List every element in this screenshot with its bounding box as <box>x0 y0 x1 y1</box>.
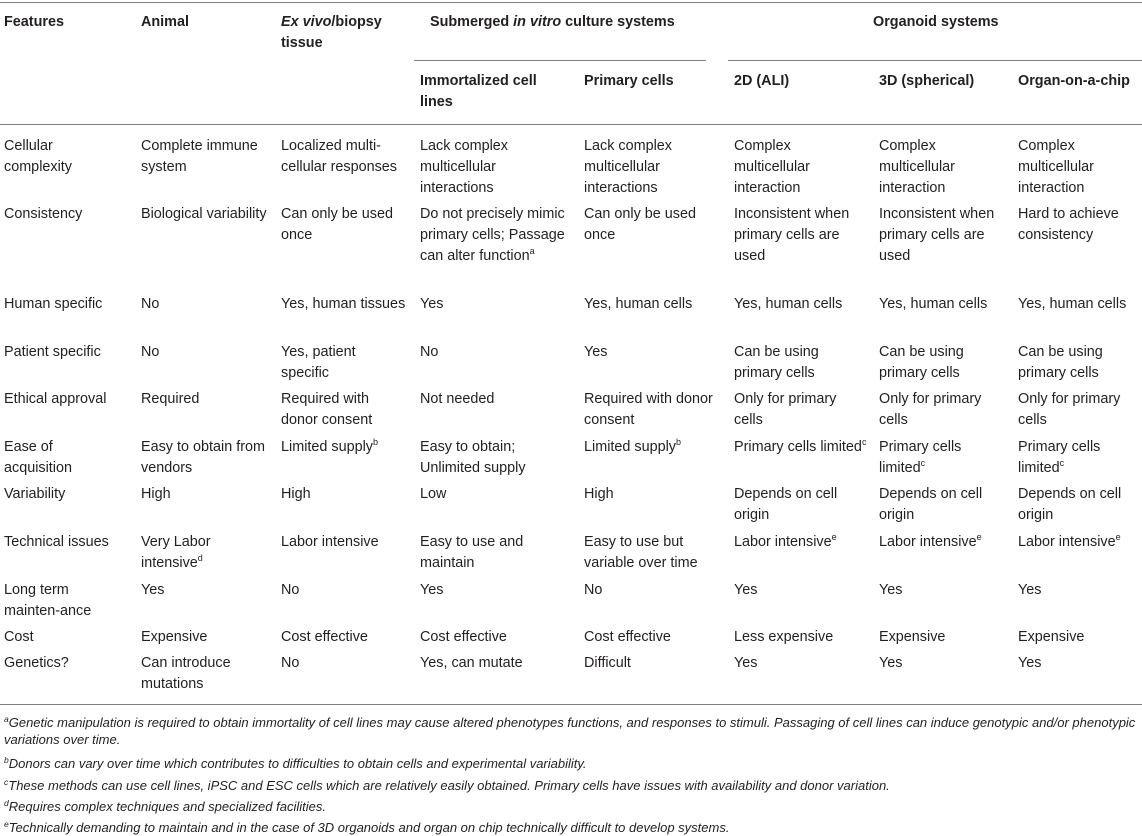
cell-text: Low <box>420 486 447 502</box>
footnote-marker: e <box>1115 532 1121 542</box>
cell-text: Do not precisely mimic primary cells; Passage can alter function <box>420 206 565 264</box>
cell-text: Cost <box>4 629 34 645</box>
cell-chip <box>1018 627 1140 648</box>
cell-text: Biological variability <box>141 206 267 222</box>
cell-text: Limited supply <box>281 439 373 455</box>
cell-text: Very Labor intensive <box>141 534 211 571</box>
cell-text: Required with donor consent <box>281 391 373 428</box>
footnote-e <box>4 819 1138 836</box>
cell-text: Yes, patient specific <box>281 344 356 381</box>
cell-text: Inconsistent when primary cells are used <box>879 206 995 264</box>
cell-primary <box>584 204 724 246</box>
cell-ali <box>734 653 869 674</box>
organoid-span-rule <box>728 60 1142 61</box>
cell-spherical <box>879 294 1009 315</box>
cell-ali <box>734 484 869 526</box>
cell-text: Can only be used once <box>584 206 697 243</box>
footnote-text: Genetic manipulation is required to obtain immortality of cell lines may cause altered phenotypes functions, and responses to stimuli. Passaging of cell lines can induce genotypic and/or phenotypic variations over time. <box>4 715 1136 747</box>
cell-exvivo <box>281 627 406 648</box>
cell-chip <box>1018 294 1140 315</box>
cell-text: Required <box>141 391 200 407</box>
cell-text: Can be using primary cells <box>1018 344 1103 381</box>
cell-text: Difficult <box>584 655 631 671</box>
footnote-marker: a <box>529 246 535 256</box>
footnote-marker: e <box>831 532 837 542</box>
cell-exvivo <box>281 653 406 674</box>
cell-chip <box>1018 437 1140 479</box>
cell-text: No <box>141 296 160 312</box>
cell-text: Human specific <box>4 296 103 312</box>
cell-text: Variability <box>4 486 66 502</box>
cell-exvivo <box>281 580 406 601</box>
cell-text: Only for primary cells <box>734 391 837 428</box>
cell-spherical <box>879 136 1009 199</box>
header-features: Features <box>4 14 64 30</box>
cell-text: Limited supply <box>584 439 676 455</box>
cell-text: Not needed <box>420 391 495 407</box>
cell-chip <box>1018 342 1140 384</box>
cell-animal <box>141 437 271 479</box>
cell-chip <box>1018 532 1140 553</box>
cell-text: High <box>584 486 614 502</box>
footnote-mark: d <box>4 798 9 808</box>
cell-primary <box>584 653 724 674</box>
cell-ali <box>734 204 869 267</box>
header-submerged-italic: in vitro <box>513 14 562 30</box>
footnote-mark: e <box>4 819 9 829</box>
footnote-b <box>4 755 1138 772</box>
cell-immortalized <box>420 484 570 505</box>
cell-animal <box>141 136 271 178</box>
table-bottom-rule <box>0 704 1142 705</box>
cell-spherical <box>879 484 1009 526</box>
cell-text: Ease of acquisition <box>4 439 72 476</box>
cell-primary <box>584 627 724 648</box>
footnote-text: Technically demanding to maintain and in the case of 3D organoids and organ on chip technically difficult to develop systems. <box>8 820 730 835</box>
cell-text: Consistency <box>4 206 83 222</box>
footnote-marker: e <box>976 532 982 542</box>
cell-chip <box>1018 204 1140 246</box>
cell-text: Less expensive <box>734 629 834 645</box>
cell-text: Ethical approval <box>4 391 107 407</box>
cell-text: Yes <box>879 582 903 598</box>
header-ali: 2D (ALI) <box>734 73 790 89</box>
cell-text: Only for primary cells <box>1018 391 1121 428</box>
cell-ali <box>734 389 869 431</box>
cell-text: Can introduce mutations <box>141 655 231 692</box>
cell-text: High <box>141 486 171 502</box>
cell-text: Only for primary cells <box>879 391 982 428</box>
cell-text: Can be using primary cells <box>879 344 964 381</box>
cell-text: No <box>141 344 160 360</box>
cell-ali <box>734 580 869 601</box>
cell-spherical <box>879 342 1009 384</box>
cell-text: Yes, human cells <box>1018 296 1127 312</box>
cell-text: High <box>281 486 311 502</box>
cell-text: Depends on cell origin <box>734 486 838 523</box>
cell-chip <box>1018 136 1140 199</box>
cell-text: Expensive <box>141 629 208 645</box>
header-animal: Animal <box>141 14 189 30</box>
cell-feature <box>4 204 124 225</box>
footnote-marker: c <box>1059 458 1065 468</box>
cell-exvivo <box>281 389 406 431</box>
cell-animal <box>141 342 271 363</box>
cell-text: Yes, human cells <box>879 296 988 312</box>
header-organoid: Organoid systems <box>873 14 999 30</box>
cell-text: Lack complex multicellular interactions <box>420 138 508 196</box>
cell-spherical <box>879 653 1009 674</box>
cell-text: Required with donor consent <box>584 391 713 428</box>
header-submerged-post: culture systems <box>561 14 675 30</box>
cell-exvivo <box>281 532 406 553</box>
cell-exvivo <box>281 136 406 178</box>
cell-feature <box>4 532 124 553</box>
cell-immortalized <box>420 342 570 363</box>
cell-spherical <box>879 627 1009 648</box>
cell-text: Depends on cell origin <box>879 486 983 523</box>
cell-text: Lack complex multicellular interactions <box>584 138 672 196</box>
cell-primary <box>584 437 724 458</box>
cell-ali <box>734 627 869 648</box>
cell-animal <box>141 204 271 225</box>
cell-text: Yes <box>584 344 608 360</box>
cell-immortalized <box>420 204 570 267</box>
cell-text: Patient specific <box>4 344 101 360</box>
cell-feature <box>4 389 124 410</box>
cell-ali <box>734 294 869 315</box>
header-immortalized: Immortalized cell lines <box>420 73 537 110</box>
header-exvivo <box>281 12 406 54</box>
cell-text: Easy to obtain; Unlimited supply <box>420 439 526 476</box>
cell-text: Technical issues <box>4 534 109 550</box>
header-chip: Organ-on-a-chip <box>1018 73 1130 89</box>
cell-text: Primary cells limited <box>879 439 962 476</box>
cell-text: Yes, can mutate <box>420 655 523 671</box>
cell-chip <box>1018 580 1140 601</box>
cell-immortalized <box>420 627 570 648</box>
cell-spherical <box>879 437 1009 479</box>
cell-text: Yes <box>734 655 758 671</box>
cell-text: Genetics? <box>4 655 69 671</box>
cell-primary <box>584 342 724 363</box>
cell-text: No <box>281 582 300 598</box>
header-spherical: 3D (spherical) <box>879 73 975 89</box>
cell-text: Complex multicellular interaction <box>1018 138 1094 196</box>
cell-animal <box>141 627 271 648</box>
cell-animal <box>141 389 271 410</box>
cell-spherical <box>879 204 1009 267</box>
footnote-marker: b <box>676 437 682 447</box>
footnote-text: Donors can vary over time which contributes to difficulties to obtain cells and experimental variability. <box>8 756 587 771</box>
footnote-a <box>4 714 1138 748</box>
cell-primary <box>584 294 724 315</box>
cell-text: Complex multicellular interaction <box>879 138 955 196</box>
footnote-marker: b <box>373 437 379 447</box>
cell-text: Yes <box>141 582 165 598</box>
cell-text: Hard to achieve consistency <box>1018 206 1119 243</box>
cell-text: Yes <box>879 655 903 671</box>
cell-text: Can only be used once <box>281 206 394 243</box>
footnote-mark: c <box>4 777 9 787</box>
cell-spherical <box>879 532 1009 553</box>
cell-animal <box>141 294 271 315</box>
cell-text: No <box>281 655 300 671</box>
cell-spherical <box>879 389 1009 431</box>
cell-text: Labor intensive <box>734 534 832 550</box>
footnote-text: These methods can use cell lines, iPSC and ESC cells which are relatively easily obtained. Primary cells have issues with availability and donor variation. <box>8 778 890 793</box>
cell-primary <box>584 580 724 601</box>
cell-feature <box>4 580 124 622</box>
footnote-marker: c <box>861 437 867 447</box>
cell-text: Easy to use and maintain <box>420 534 524 571</box>
cell-text: Complex multicellular interaction <box>734 138 810 196</box>
cell-chip <box>1018 653 1140 674</box>
cell-text: Inconsistent when primary cells are used <box>734 206 850 264</box>
cell-text: Yes <box>734 582 758 598</box>
cell-text: Long term mainten-ance <box>4 582 92 619</box>
cell-text: Cost effective <box>281 629 368 645</box>
cell-text: Expensive <box>879 629 946 645</box>
cell-text: Primary cells limited <box>734 439 862 455</box>
cell-ali <box>734 532 869 553</box>
cell-exvivo <box>281 484 406 505</box>
cell-feature <box>4 437 124 479</box>
header-submerged-pre: Submerged <box>430 14 514 30</box>
cell-text: Easy to obtain from vendors <box>141 439 265 476</box>
cell-animal <box>141 484 271 505</box>
footnote-marker: d <box>197 553 203 563</box>
table-top-rule <box>0 2 1142 3</box>
cell-text: Can be using primary cells <box>734 344 819 381</box>
cell-text: Yes, human cells <box>734 296 843 312</box>
cell-text: Yes <box>1018 582 1042 598</box>
cell-feature <box>4 484 124 505</box>
cell-text: No <box>420 344 439 360</box>
cell-text: Yes, human tissues <box>281 296 406 312</box>
footnote-marker: c <box>920 458 926 468</box>
cell-ali <box>734 136 869 199</box>
cell-immortalized <box>420 294 570 315</box>
header-exvivo-rest: /biopsy tissue <box>281 14 382 51</box>
cell-text: Primary cells limited <box>1018 439 1101 476</box>
footnote-text: Requires complex techniques and specialized facilities. <box>8 799 326 814</box>
cell-text: Depends on cell origin <box>1018 486 1122 523</box>
cell-immortalized <box>420 437 570 479</box>
cell-immortalized <box>420 389 570 410</box>
cell-text: Yes <box>420 296 444 312</box>
cell-immortalized <box>420 532 570 574</box>
cell-text: Localized multi-cellular responses <box>281 138 397 175</box>
cell-text: Yes <box>1018 655 1042 671</box>
cell-primary <box>584 389 724 431</box>
cell-text: Yes <box>420 582 444 598</box>
cell-feature <box>4 136 124 178</box>
footnote-mark: b <box>4 755 9 765</box>
cell-primary <box>584 484 724 505</box>
cell-text: No <box>584 582 603 598</box>
cell-feature <box>4 627 124 648</box>
header-exvivo-italic: Ex vivo <box>281 14 332 30</box>
cell-spherical <box>879 580 1009 601</box>
cell-text: Labor intensive <box>1018 534 1116 550</box>
cell-text: Cost effective <box>420 629 507 645</box>
cell-text: Complete immune system <box>141 138 258 175</box>
footnote-mark: a <box>4 714 9 724</box>
cell-exvivo <box>281 342 406 384</box>
cell-feature <box>4 342 124 363</box>
header-bottom-rule <box>0 124 1142 125</box>
submerged-span-rule <box>414 60 706 61</box>
cell-chip <box>1018 389 1140 431</box>
cell-ali <box>734 437 869 458</box>
cell-ali <box>734 342 869 384</box>
header-primary: Primary cells <box>584 73 674 89</box>
header-submerged <box>430 12 710 33</box>
footnote-d <box>4 798 1138 815</box>
cell-text: Yes, human cells <box>584 296 693 312</box>
cell-text: Cost effective <box>584 629 671 645</box>
cell-text: Expensive <box>1018 629 1085 645</box>
cell-animal <box>141 532 271 574</box>
cell-primary <box>584 136 724 199</box>
cell-exvivo <box>281 294 406 315</box>
cell-feature <box>4 294 124 315</box>
cell-text: Labor intensive <box>879 534 977 550</box>
footnote-c <box>4 777 1138 794</box>
cell-text: Cellular complexity <box>4 138 72 175</box>
cell-immortalized <box>420 580 570 601</box>
cell-chip <box>1018 484 1140 526</box>
cell-primary <box>584 532 724 574</box>
cell-animal <box>141 580 271 601</box>
cell-text: Easy to use but variable over time <box>584 534 698 571</box>
cell-exvivo <box>281 437 406 458</box>
cell-animal <box>141 653 271 695</box>
cell-immortalized <box>420 136 570 199</box>
cell-immortalized <box>420 653 570 674</box>
cell-feature <box>4 653 124 674</box>
cell-text: Labor intensive <box>281 534 379 550</box>
cell-exvivo <box>281 204 406 246</box>
